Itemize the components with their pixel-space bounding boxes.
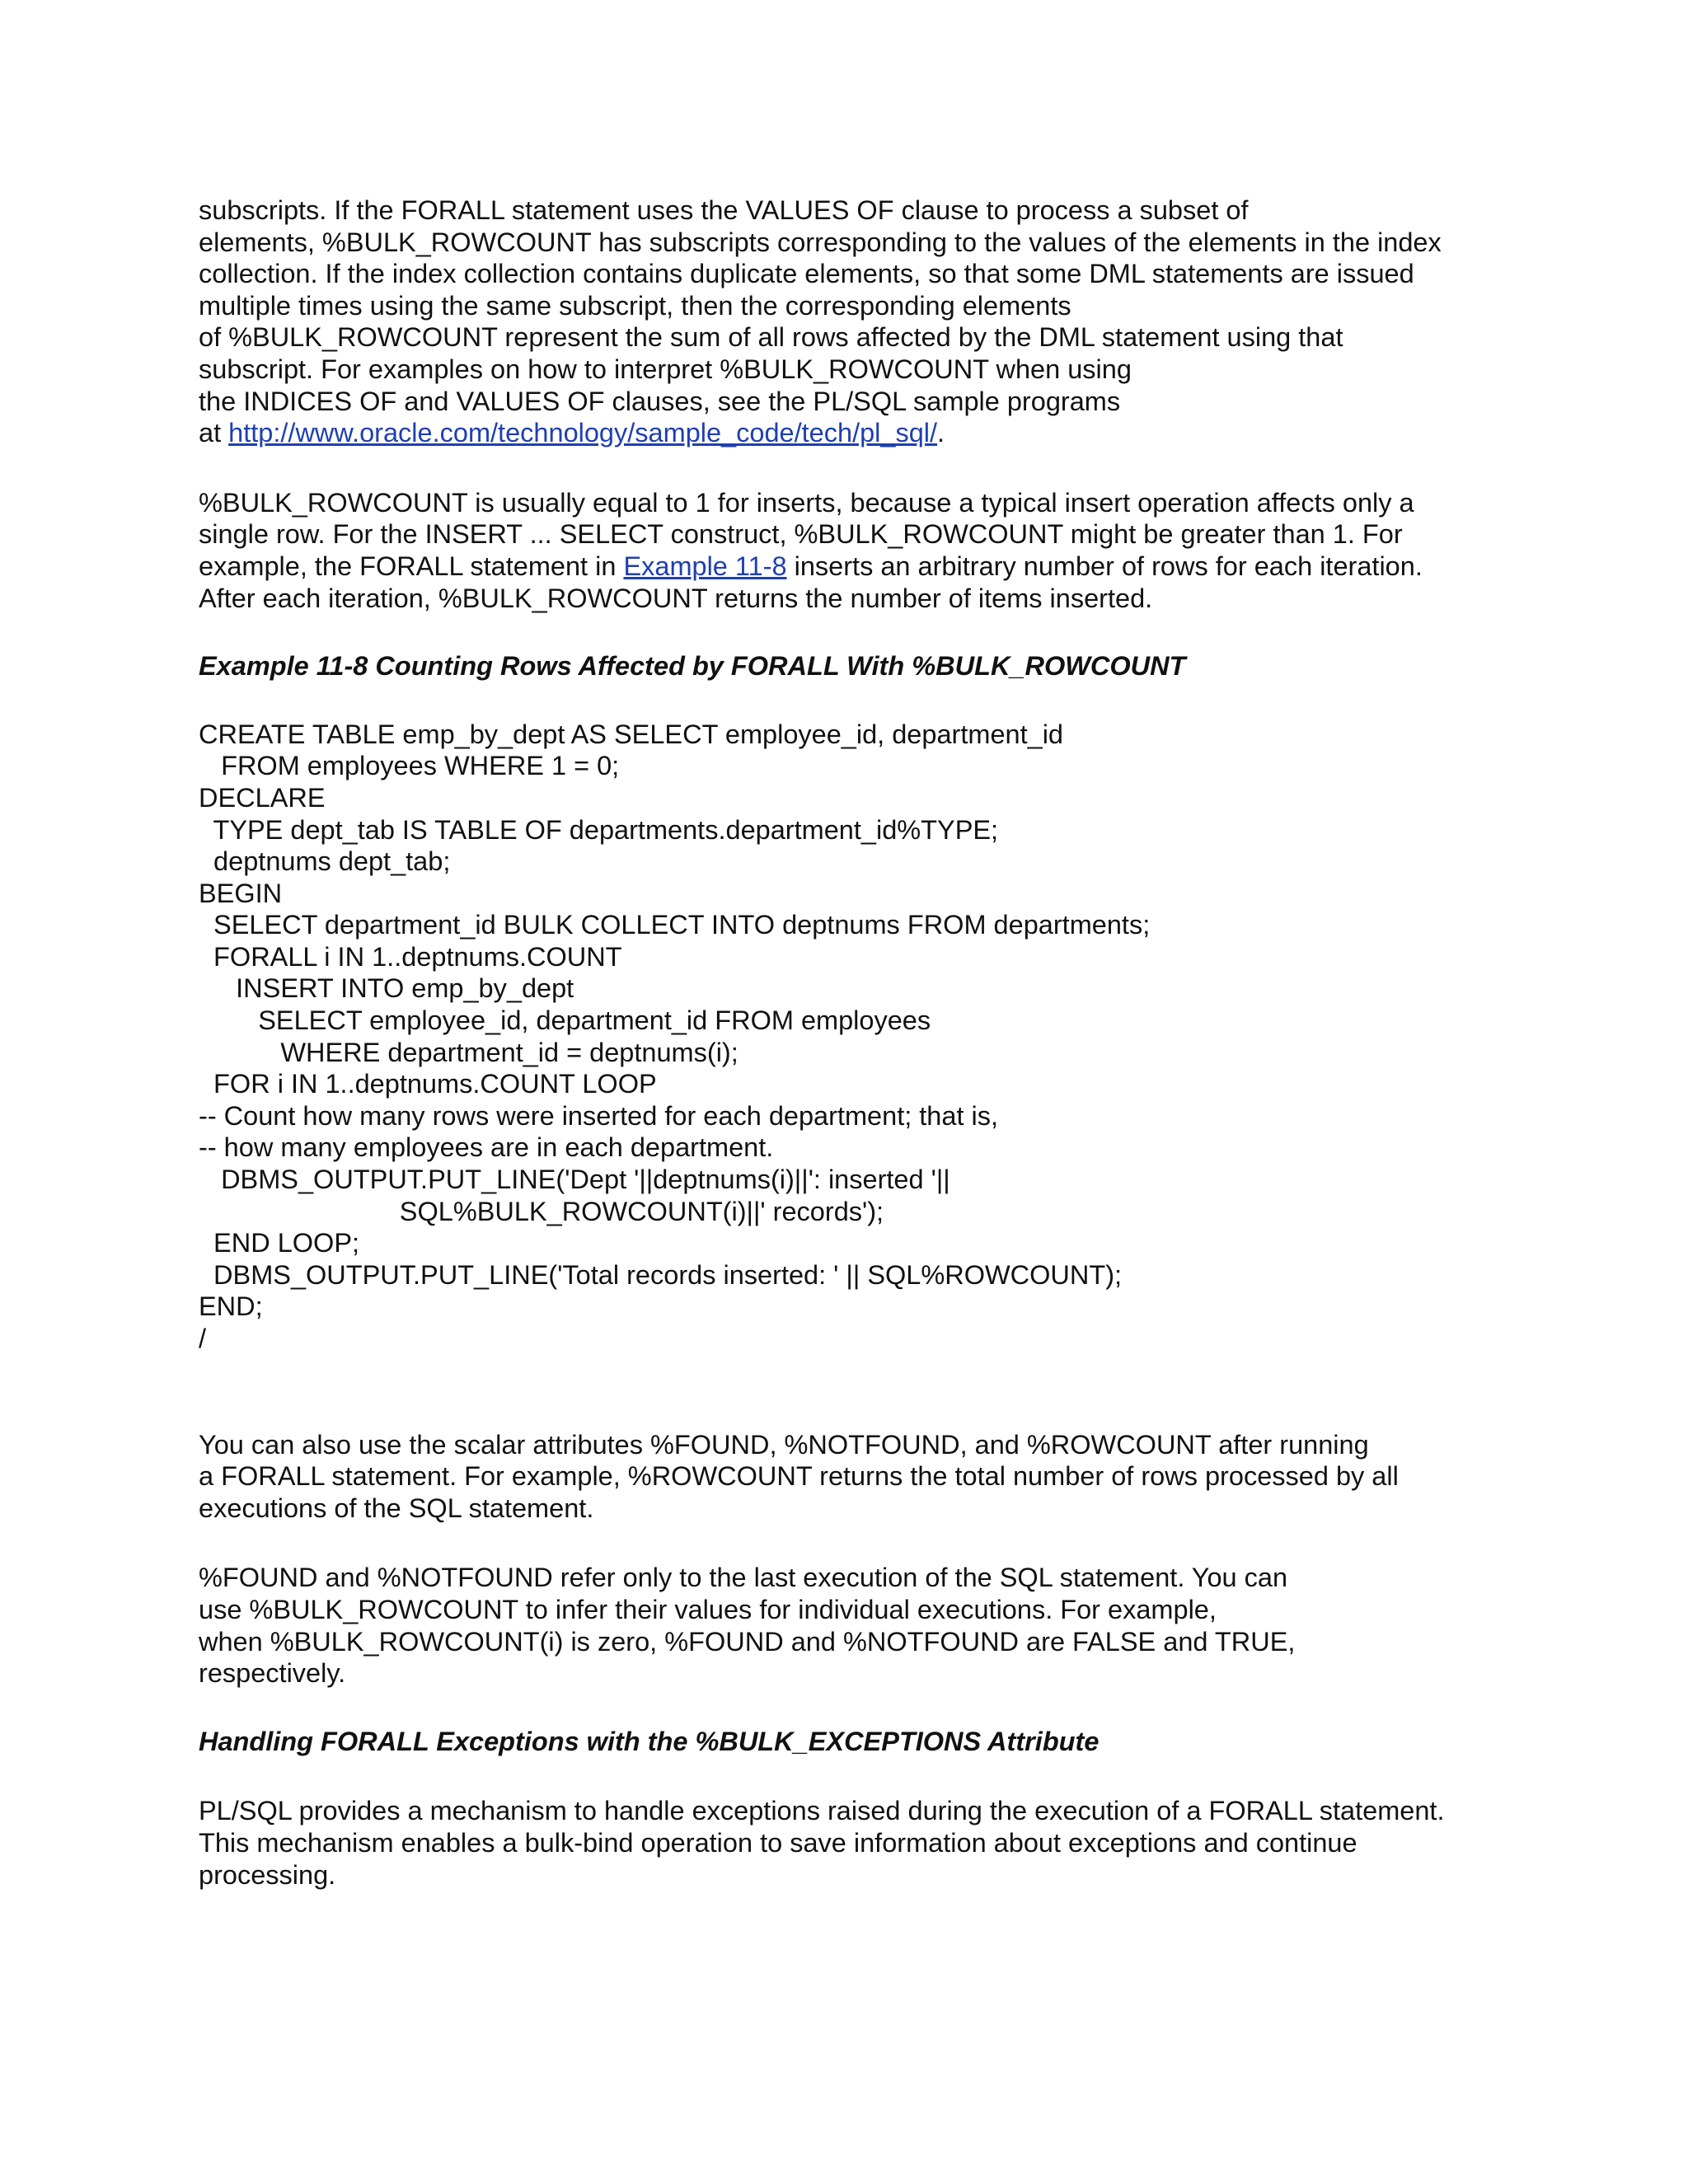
code-line: CREATE TABLE emp_by_dept AS SELECT employee_id, department_id bbox=[199, 719, 1063, 749]
text-line: the INDICES OF and VALUES OF clauses, see the PL/SQL sample programs bbox=[199, 386, 1121, 416]
document-page bbox=[199, 194, 1534, 1891]
code-line: TYPE dept_tab IS TABLE OF departments.department_id%TYPE; bbox=[199, 814, 999, 845]
text-line: This mechanism enables a bulk-bind operation to save information about exceptions and continue bbox=[199, 1827, 1357, 1858]
text-line: respectively. bbox=[199, 1658, 346, 1689]
text-line: %BULK_ROWCOUNT is usually equal to 1 for inserts, because a typical insert operation affects only a bbox=[199, 487, 1414, 518]
text-line: multiple times using the same subscript, then the corresponding elements bbox=[199, 290, 1071, 321]
text-line: processing. bbox=[199, 1859, 336, 1890]
code-line: DBMS_OUTPUT.PUT_LINE('Dept '||deptnums(i)||': inserted '|| bbox=[199, 1165, 950, 1195]
code-line: / bbox=[199, 1324, 207, 1353]
code-line: BEGIN bbox=[199, 878, 283, 908]
example-11-8-link[interactable]: Example 11-8 bbox=[623, 551, 787, 581]
paragraph-bulk-rowcount-subscripts bbox=[199, 194, 1534, 449]
text-line: subscripts. If the FORALL statement uses the VALUES OF clause to process a subset of bbox=[199, 195, 1249, 225]
text-line: a FORALL statement. For example, %ROWCOUNT returns the total number of rows processed by all bbox=[199, 1461, 1399, 1492]
text-line: %FOUND and %NOTFOUND refer only to the last execution of the SQL statement. You can bbox=[199, 1563, 1288, 1593]
code-line: FROM employees WHERE 1 = 0; bbox=[199, 751, 620, 781]
code-example bbox=[199, 719, 1534, 1355]
code-line: FOR i IN 1..deptnums.COUNT LOOP bbox=[199, 1069, 657, 1099]
code-line: FORALL i IN 1..deptnums.COUNT bbox=[199, 941, 622, 972]
paragraph-exception-mechanism bbox=[199, 1795, 1534, 1891]
code-line: SELECT department_id BULK COLLECT INTO deptnums FROM departments; bbox=[199, 910, 1151, 940]
text-line: You can also use the scalar attributes %FOUND, %NOTFOUND, and %ROWCOUNT after running bbox=[199, 1429, 1369, 1460]
text-line bbox=[199, 551, 1534, 583]
code-line: SELECT employee_id, department_id FROM employees bbox=[199, 1005, 931, 1036]
text-fragment: inserts an arbitrary number of rows for each iteration. bbox=[786, 551, 1423, 581]
text-line: of %BULK_ROWCOUNT represent the sum of all rows affected by the DML statement using that bbox=[199, 322, 1343, 353]
text-line: executions of the SQL statement. bbox=[199, 1493, 594, 1523]
text-line: collection. If the index collection contains duplicate elements, so that some DML statements are issued bbox=[199, 259, 1414, 289]
text-line: subscript. For examples on how to interpret %BULK_ROWCOUNT when using bbox=[199, 354, 1132, 384]
code-line: -- how many employees are in each department. bbox=[199, 1132, 774, 1163]
code-line: END; bbox=[199, 1291, 263, 1322]
paragraph-scalar-attributes bbox=[199, 1429, 1534, 1525]
text-line bbox=[199, 417, 1534, 449]
text-line: use %BULK_ROWCOUNT to infer their values for individual executions. For example, bbox=[199, 1594, 1217, 1624]
paragraph-bulk-rowcount-inserts bbox=[199, 487, 1534, 614]
section-heading: Handling FORALL Exceptions with the %BULK_EXCEPTIONS Attribute bbox=[199, 1726, 1100, 1756]
code-line: deptnums dept_tab; bbox=[199, 846, 451, 877]
oracle-sample-code-link[interactable]: http://www.oracle.com/technology/sample_code/tech/pl_sql/ bbox=[228, 418, 938, 448]
code-line: SQL%BULK_ROWCOUNT(i)||' records'); bbox=[199, 1196, 884, 1226]
code-line: END LOOP; bbox=[199, 1228, 360, 1258]
text-fragment: at bbox=[199, 418, 229, 448]
text-fragment: example, the FORALL statement in bbox=[199, 551, 624, 581]
text-line: when %BULK_ROWCOUNT(i) is zero, %FOUND and %NOTFOUND are FALSE and TRUE, bbox=[199, 1626, 1296, 1657]
code-line: -- Count how many rows were inserted for each department; that is, bbox=[199, 1100, 999, 1131]
text-line: single row. For the INSERT ... SELECT construct, %BULK_ROWCOUNT might be greater than 1. For bbox=[199, 519, 1403, 550]
code-line: INSERT INTO emp_by_dept bbox=[199, 973, 574, 1004]
text-line: PL/SQL provides a mechanism to handle exceptions raised during the execution of a FORALL statement. bbox=[199, 1796, 1445, 1826]
text-line: elements, %BULK_ROWCOUNT has subscripts corresponding to the values of the elements in the index bbox=[199, 227, 1442, 257]
paragraph-found-notfound bbox=[199, 1562, 1534, 1689]
example-heading: Example 11-8 Counting Rows Affected by FORALL With %BULK_ROWCOUNT bbox=[199, 651, 1186, 682]
code-line: DECLARE bbox=[199, 782, 326, 813]
code-line: WHERE department_id = deptnums(i); bbox=[199, 1037, 738, 1067]
text-line: After each iteration, %BULK_ROWCOUNT returns the number of items inserted. bbox=[199, 583, 1153, 613]
code-line: DBMS_OUTPUT.PUT_LINE('Total records inserted: ' || SQL%ROWCOUNT); bbox=[199, 1259, 1123, 1290]
text-fragment: . bbox=[937, 418, 945, 448]
